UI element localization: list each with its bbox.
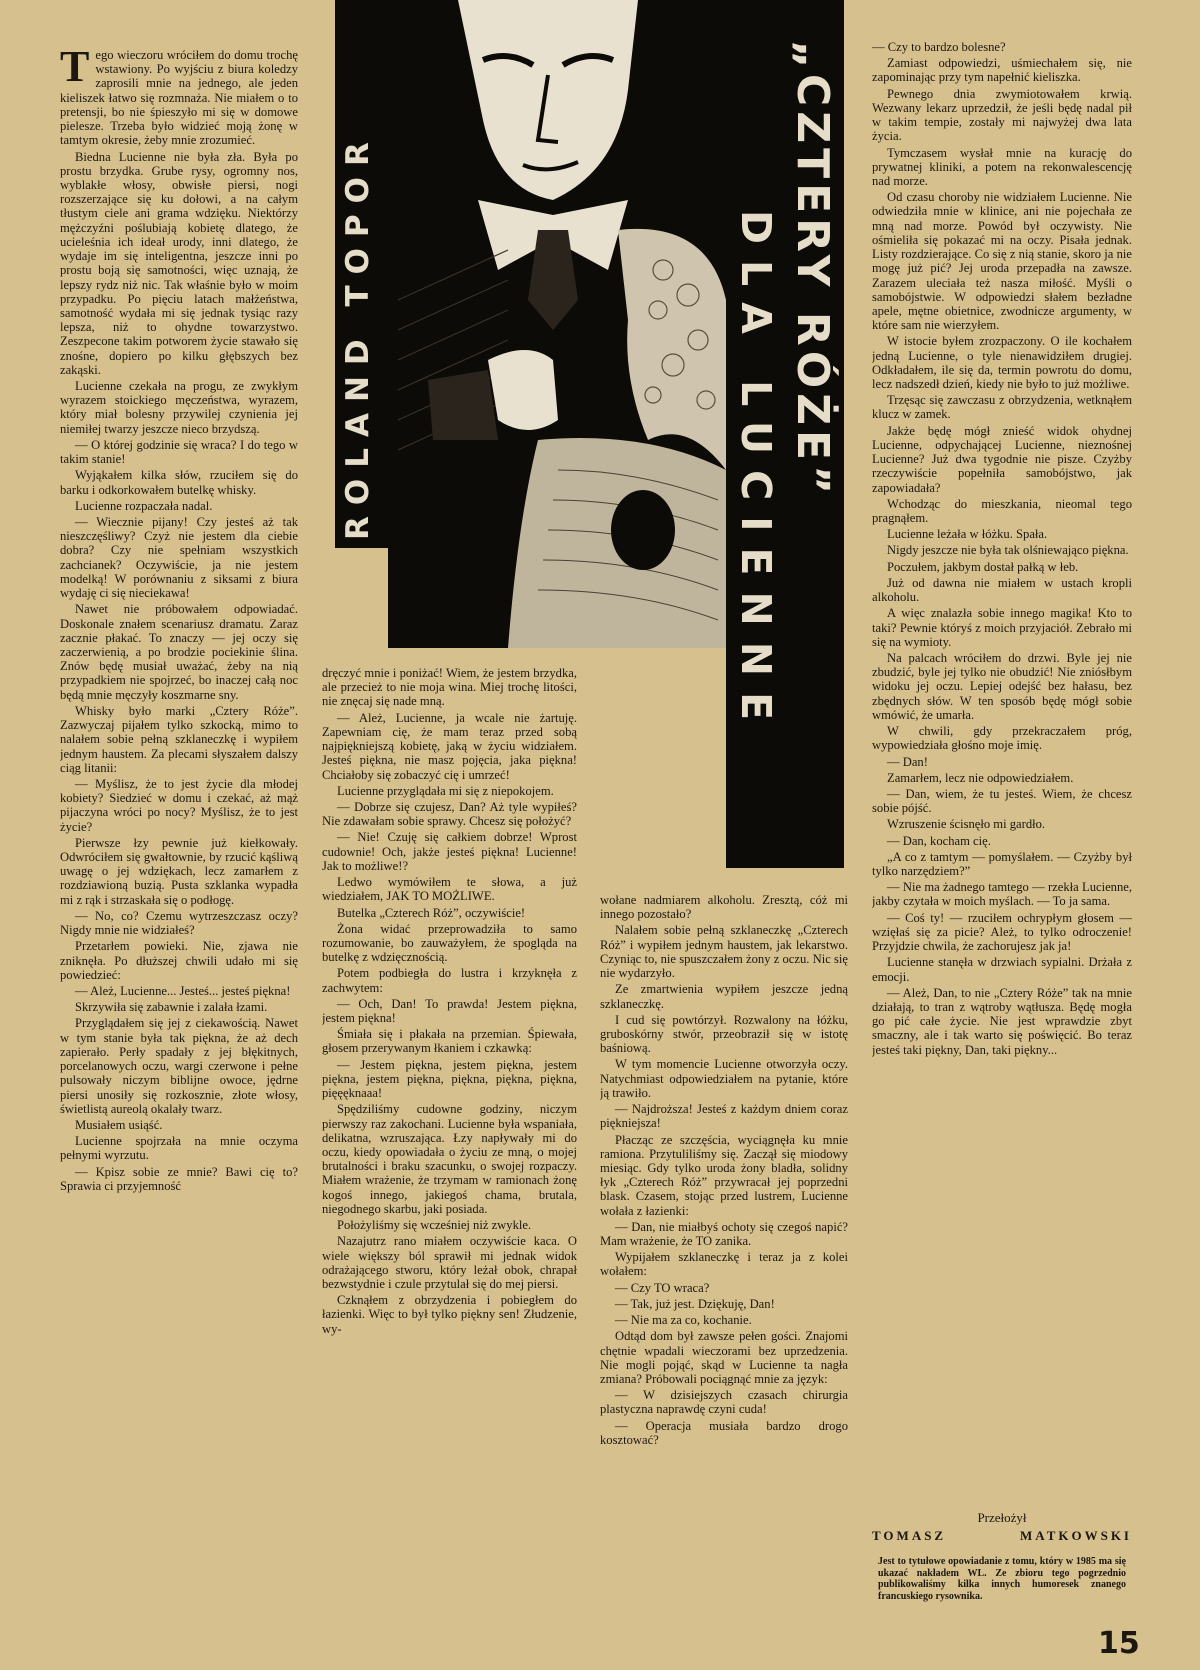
paragraph: Nazajutrz rano miałem oczywiście kaca. O wiele większy ból sprawił mi jednak widok odrażającego stworu, który leżał obok, chrapał bezwstydnie i czule przytulał się do mej piersi.: [322, 1234, 577, 1291]
paragraph: Spędziliśmy cudowne godziny, niczym pierwszy raz zakochani. Lucienne była wspaniała, delikatna, wzruszająca. Łzy napływały mi do oczu, kiedy opowiadała o życiu ze mną, o mojej brutalności i braku szacunku, o swojej rozpaczy. Miałem wrażenie, że trzymam w ramionach żonę kogoś innego, jakiegoś chama, brutala, niegodnego skarbu, jaki posiada.: [322, 1102, 577, 1216]
page-number: 15: [1098, 1626, 1140, 1661]
paragraph: — Nie ma za co, kochanie.: [615, 1313, 752, 1328]
paragraph: Whisky było marki „Cztery Róże”. Zazwyczaj pijałem tylko szkocką, mimo to nalałem sobie pełną szklaneczkę i wypiłem jednym haustem. Za plecami słyszałem dalszy ciąg litanii:: [60, 703, 298, 775]
paragraph: Odtąd dom był zawsze pełen gości. Znajomi chętnie wpadali wieczorami bez uprzedzenia. Nie mogli pojąć, skąd w Lucienne ta nagła zmiana? Próbowali pociągnąć mnie za język:: [600, 1329, 848, 1386]
paragraph: — Najdroższa! Jesteś z każdym dniem coraz piękniejsza!: [600, 1102, 848, 1131]
paragraph: — Dan!: [887, 754, 928, 769]
translator-name: [872, 1528, 1132, 1544]
paragraph: Tego wieczoru wróciłem do domu trochę wstawiony. Po wyjściu z biura koledzy zaprosili mnie na jednego, ale jeden kieliszek łatwo się rozmnaża. Nie miałem o to pretensji, bo nie śpieszyło mi się w domowe pielesze. Trzeba było widzieć moją żonę w tamtym okresie, żeby mnie zrozumieć.: [60, 48, 298, 148]
article-title-line-2: DLA LUCIENNE: [732, 210, 780, 737]
paragraph: — Och, Dan! To prawda! Jestem piękna, jestem piękna!: [322, 996, 577, 1026]
paragraph: Żona widać przeprowadziła to samo rozumowanie, bo zauważyłem, że spogląda na butelkę z wdzięcznością.: [322, 921, 577, 965]
paragraph: Śmiała się i płakała na przemian. Śpiewała, głosem przerywanym łkaniem i czkawką:: [322, 1027, 577, 1056]
illustration-man-and-woman: [388, 0, 726, 648]
editorial-note: Jest to tytułowe opowiadanie z tomu, który w 1985 ma się ukazać nakładem WL. Ze zbioru tego pogrzednio publikowaliśmy kilka innych humoresek znanego francuskiego rysownika.: [878, 1556, 1126, 1602]
paragraph: W tym momencie Lucienne otworzyła oczy. Natychmiast odpowiedziałem na pytanie, które ją trawiło.: [600, 1057, 848, 1100]
paragraph: Skrzywiła się zabawnie i zalała łzami.: [75, 1000, 268, 1015]
paragraph: — Czy to bardzo bolesne?: [872, 40, 1006, 54]
paragraph: — Nie! Czuję się całkiem dobrze! Wprost cudownie! Och, jakże jesteś piękna! Lucienne! Jak to możliwe!?: [322, 830, 577, 873]
translator-first-name: TOMASZ: [872, 1528, 947, 1543]
paragraph: — Dan, wiem, że tu jesteś. Wiem, że chcesz sobie pójść.: [872, 786, 1132, 816]
paragraph: Nawet nie próbowałem odpowiadać. Doskonale znałem scenariusz dramatu. Zaraz zacznie płakać. To znaczy — jej oczy się zaczerwienią, a po brodzie pociekinie ślina. Znów będę musiał uważać, żeby na nią przypadkiem nie spojrzeć, bo inaczej całą noc będą mnie męczyły koszmarne sny.: [60, 602, 298, 702]
paragraph: Płacząc ze szczęścia, wyciągnęła ku mnie ramiona. Przytuliliśmy się. Zaczął się miodowy miesiąc. Gdy tylko uroda żony bladła, solidny łyk „Czterech Róż” przywracał jej poprzedni blask. Czasem, stojąc przed lustrem, Lucienne wołała z łazienki:: [600, 1132, 848, 1218]
paragraph: Jakże będę mógł znieść widok ohydnej Lucienne, odpychającej Lucienne, nieznośnej Lucienne? Już dwa tygodnie nie pisze. Czyżby rzeczywiście popełniła samobójstwo, jak zapowiadała?: [872, 423, 1132, 495]
paragraph: Lucienne stanęła w drzwiach sypialni. Drżała z emocji.: [872, 955, 1132, 984]
paragraph: Lucienne rozpaczała nadal.: [75, 498, 213, 513]
paragraph: Poczułem, jakbym dostał pałką w łeb.: [887, 559, 1079, 574]
paragraph: Wzruszenie ścisnęło mi gardło.: [887, 817, 1046, 832]
paragraph: Zamiast odpowiedzi, uśmiechałem się, nie zapominając przy tym napełnić kieliszka.: [872, 56, 1132, 85]
drop-cap: T: [60, 48, 90, 91]
translator-credit: [872, 1510, 1132, 1602]
paragraph: — Nie ma żadnego tamtego — rzekła Lucienne, jakby czytała w moich myślach. — To ja sama.: [872, 880, 1132, 909]
paragraph: — Wiecznie pijany! Czy jesteś aż tak nieszczęśliwy? Czyż nie jestem dla ciebie dobra? Czy nie spełniam wszystkich zachcianek? Oczywiście, ja nie jestem modelką! W porównaniu z siksami z biura wydaję ci się nieciekawa!: [60, 515, 298, 601]
paragraph: Tymczasem wysłał mnie na kurację do prywatnej kliniki, a potem na rekonwalescencję nad morze.: [872, 145, 1132, 188]
text-column-3: [600, 893, 848, 1638]
paragraph: Pewnego dnia zwymiotowałem krwią. Wezwany lekarz uprzedził, że jeśli będę nadal pił w takim tempie, zostały mi najwyżej dwa lata życia.: [872, 86, 1132, 144]
paragraph: I cud się powtórzył. Rozwalony na łóżku, gruboskórny stwór, przeobraził się w istotę baśniową.: [600, 1012, 848, 1056]
paragraph: W istocie byłem zrozpaczony. O ile kochałem jedną Lucienne, o tyle nienawidziłem drugiej. Odkładałem, ile się da, termin powrotu do domu, lecz nadszedł dzień, kiedy nie było to już możliwe.: [872, 334, 1132, 392]
paragraph: — Ależ, Lucienne... Jesteś... jesteś piękna!: [75, 984, 291, 998]
paragraph: Nalałem sobie pełną szklaneczkę „Czterech Róż” i wypiłem jednym haustem, jak lekarstwo. Czyniąc to, nie spuszczałem żony z oczu. Nic się nie wydarzyło.: [600, 923, 848, 981]
paragraph: dręczyć mnie i poniżać! Wiem, że jestem brzydka, ale przecież to nie moja wina. Miej trochę litości, nie znęcaj się nade mną.: [322, 666, 577, 709]
paragraph: — Dan, kocham cię.: [887, 833, 991, 848]
paragraph: Pierwsze łzy pewnie już kiełkowały. Odwróciłem się gwałtownie, by rzucić kąśliwą uwagę o jej wdziękach, lecz zamarłem z rozdziawioną buzią. Pusta szklanka wypadła mi z rąk i strzaskała się o podłogę.: [60, 835, 298, 907]
paragraph: Przyglądałem się jej z ciekawością. Nawet w tym stanie była tak piękna, że aż dech zapierało. Perły spadały z jej błękitnych, porcelanowych oczu, wargi czerwone i pełne pulsowały niczym biblijne owoce, jędrne piersi unosiły się rozkosznie, złote włosy, świetlistą aureolą okalały twarz.: [60, 1016, 298, 1116]
paragraph: Nigdy jeszcze nie była tak olśniewająco piękna.: [887, 543, 1129, 558]
text-column-2: [322, 666, 577, 1636]
translator-label: Przełożył: [977, 1510, 1027, 1525]
text-column-4: [872, 40, 1132, 1510]
paragraph: Lucienne leżała w łóżku. Spała.: [887, 527, 1048, 542]
illustration-drawing: [388, 0, 726, 648]
paragraph: Położyliśmy się wcześniej niż zwykle.: [337, 1218, 532, 1233]
article-title-line-1: „CZTERY RÓŻE”: [787, 40, 838, 500]
paragraph: Trzęsąc się zawczasu z obrzydzenia, wetknąłem klucz w zamek.: [872, 393, 1132, 422]
paragraph: Czknąłem z obrzydzenia i pobiegłem do łazienki. Więc to był tylko piękny sen! Złudzenie, wy-: [322, 1293, 577, 1336]
paragraph: — No, co? Czemu wytrzeszczasz oczy? Nigdy mnie nie widziałeś?: [60, 908, 298, 938]
paragraph: Zamarłem, lecz nie odpowiedziałem.: [887, 770, 1074, 785]
paragraph: Musiałem usiąść.: [75, 1117, 163, 1132]
paragraph: Na palcach wróciłem do drzwi. Byle jej nie zbudzić, byle jej tylko nie obudzić! Nie zniósłbym widoku jej oczu. Lepiej odejść bez hałasu, bez zbędnych słów. W ten sposób będę mógł sobie wmówić, że umarła.: [872, 650, 1132, 722]
paragraph: Lucienne czekała na progu, ze zwykłym wyrazem stoickiego męczeństwa, wyrazem, który miał bolesny przywilej czynienia jej niemiłej twarzy jeszcze nieco brzydszą.: [60, 379, 298, 436]
paragraph: — Tak, już jest. Dziękuję, Dan!: [615, 1296, 775, 1311]
paragraph: Od czasu choroby nie widziałem Lucienne. Nie odwiedziła mnie w klinice, ani nie pojechała ze mną nad morze. Powód był oczywisty. Nie ośmieliła się pokazać mi na oczy. Pisała jednak. Listy rozdzierające. Co się z nią stanie, skoro ja nie mogę już pić? Jej uroda przepadła na zawsze. Zarazem uleciała też nasza miłość. Myśli o samobójstwie. W odpowiedzi słałem bezładne apele, mętne obietnice, zwodnicze argumenty, w które sam nie wierzyłem.: [872, 190, 1132, 333]
paragraph: Ze zmartwienia wypiłem jeszcze jedną szklaneczkę.: [600, 982, 848, 1011]
author-name: ROLAND TOPOR: [340, 131, 376, 540]
translator-last-name: MATKOWSKI: [1020, 1528, 1132, 1543]
paragraph: Wypijałem szklaneczkę i teraz ja z kolei wołałem:: [600, 1250, 848, 1279]
paragraph: — Dan, nie miałbyś ochoty się czegoś napić? Mam wrażenie, że TO zanika.: [600, 1219, 848, 1249]
text-column-1: [60, 48, 298, 1638]
paragraph: W chwili, gdy przekraczałem próg, wypowiedziała głośno moje imię.: [872, 724, 1132, 753]
paragraph: Przetarłem powieki. Nie, zjawa nie zniknęła. Po dłuższej chwili udało mi się powiedzieć:: [60, 939, 298, 982]
paragraph: Wyjąkałem kilka słów, rzuciłem się do barku i odkorkowałem butelkę whisky.: [60, 468, 298, 497]
paragraph: — Coś ty! — rzuciłem ochrypłym głosem — wzięłaś się za picie? Ależ, to tylko odroczenie! Przyjdzie chwila, że zachorujesz jak ja!: [872, 910, 1132, 954]
paragraph: — Kpisz sobie ze mnie? Bawi cię to? Sprawia ci przyjemność: [60, 1164, 298, 1193]
paragraph: — Myślisz, że to jest życie dla młodej kobiety? Siedzieć w domu i czekać, aż mąż pijaczyna wróci po nocy? Myślisz, że to jest życie?: [60, 776, 298, 834]
paragraph: Ledwo wymówiłem te słowa, a już wiedziałem, JAK TO MOŻLIWE.: [322, 875, 577, 904]
paragraph: wołane nadmiarem alkoholu. Zresztą, cóż mi innego pozostało?: [600, 893, 848, 922]
paragraph: Potem podbiegła do lustra i krzyknęła z zachwytem:: [322, 966, 577, 995]
paragraph: A więc znalazła sobie innego magika! Kto to taki? Pewnie któryś z moich przyjaciół. Zebrało mi się na wymioty.: [872, 606, 1132, 649]
paragraph: — W dzisiejszych czasach chirurgia plastyczna naprawdę czyni cuda!: [600, 1388, 848, 1417]
paragraph: Wchodząc do mieszkania, nieomal tego pragnąłem.: [872, 496, 1132, 525]
paragraph: — Ależ, Dan, to nie „Cztery Róże” tak na mnie działają, to tran z wątroby wątłusza. Będę mogła go pić całe życie. Nie jest wprawdzie zbyt smaczny, ale i tak warto się poświęcić. Bo teraz jesteś taki piękny, Dan, taki piękny...: [872, 985, 1132, 1057]
paragraph: Biedna Lucienne nie była zła. Była po prostu brzydka. Grube rysy, ogromny nos, wyblakłe włosy, obwisłe piersi, nogi rozszerzające się ku dołowi, a na całym tłustym ciele ani grama wdzięku. Niektórzy mężczyźni poślubiają kobietę dlatego, że ucieleśnia ich ideał urody, inni dlatego, że wydaje im się inteligentna, jeszcze inni po prostu boją się samotności, więc uznają, że lepszy rydz niż nic. Tak właśnie było w moim przypadku. Po pięciu latach małżeństwa, samotność wydała mi się jednak tysiąc razy lepsza, niż to ohydne towarzystwo. Zeszpecone takim potworem życie stawało się znośne, dopiero po kilku głębszych bez zakąski.: [60, 149, 298, 377]
paragraph: — Czy TO wraca?: [615, 1280, 710, 1295]
paragraph: Lucienne spojrzała na mnie oczyma pełnymi wyrzutu.: [60, 1134, 298, 1163]
paragraph: — Operacja musiała bardzo drogo kosztować?: [600, 1418, 848, 1447]
paragraph: Już od dawna nie miałem w ustach kropli alkoholu.: [872, 575, 1132, 605]
paragraph: „A co z tamtym — pomyślałem. — Czyżby był tylko narzędziem?”: [872, 849, 1132, 879]
paragraph: — Jestem piękna, jestem piękna, jestem piękna, jestem piękna, piękna, piękna, piękna, pięęęknaaa!: [322, 1057, 577, 1101]
paragraph: Lucienne przyglądała mi się z niepokojem.: [337, 783, 554, 798]
paragraph: — Dobrze się czujesz, Dan? Aż tyle wypiłeś? Nie zdawałam sobie sprawy. Chcesz się położyć?: [322, 799, 577, 829]
paragraph: — Ależ, Lucienne, ja wcale nie żartuję. Zapewniam cię, że mam teraz przed sobą najpiękniejszą kobietę, jaką w życiu widziałem. Jesteś piękna, nie masz pojęcia, jaka piękna! Chciałoby się zobaczyć cię i umrzeć!: [322, 710, 577, 782]
paragraph: Butelka „Czterech Róż”, oczywiście!: [337, 905, 526, 920]
paragraph: — O której godzinie się wraca? I do tego w takim stanie!: [60, 437, 298, 467]
